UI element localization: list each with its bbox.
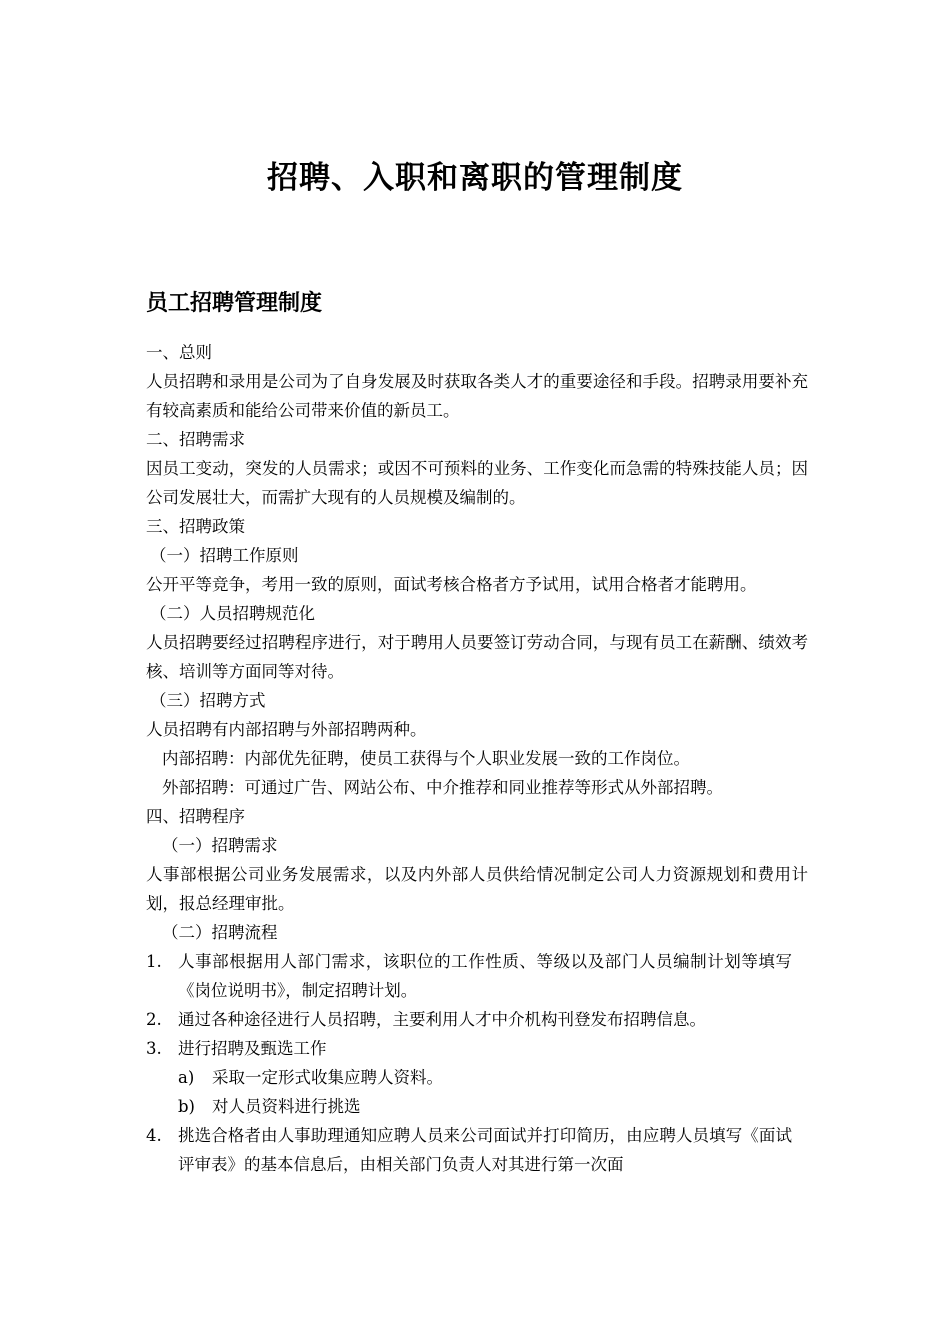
sub-list-letter: b) <box>178 1097 195 1116</box>
section-title: 员工招聘管理制度 <box>146 291 323 316</box>
heading-procedure: 四、招聘程序 <box>146 807 245 826</box>
paragraph-external: 外部招聘：可通过广告、网站公布、中介推荐和同业推荐等形式从外部招聘。 <box>162 778 723 797</box>
list-number: 4. <box>146 1126 162 1145</box>
list-number: 2. <box>146 1010 162 1029</box>
paragraph-general: 人员招聘和录用是公司为了自身发展及时获取各类人才的重要途径和手段。招聘录用要补充有较高素质和能给公司带来价值的新员工。 <box>146 372 808 420</box>
list-item <box>146 947 808 1005</box>
subheading-methods: （三）招聘方式 <box>150 691 266 710</box>
subheading-need: （一）招聘需求 <box>162 836 278 855</box>
paragraph-demand: 因员工变动，突发的人员需求；或因不可预料的业务、工作变化而急需的特殊技能人员；因公司发展壮大，而需扩大现有的人员规模及编制的。 <box>146 459 808 507</box>
document-title: 招聘、入职和离职的管理制度 <box>267 160 683 196</box>
sub-list-letter: a) <box>178 1068 195 1087</box>
subheading-standard: （二）人员招聘规范化 <box>150 604 315 623</box>
heading-policy: 三、招聘政策 <box>146 517 245 536</box>
sub-list-item <box>146 1092 808 1121</box>
list-text: 进行招聘及甄选工作 <box>178 1039 327 1058</box>
paragraph-need: 人事部根据公司业务发展需求，以及内外部人员供给情况制定公司人力资源规划和费用计划，报总经理审批。 <box>146 865 808 913</box>
paragraph-standard: 人员招聘要经过招聘程序进行，对于聘用人员要签订劳动合同，与现有员工在薪酬、绩效考核、培训等方面同等对待。 <box>146 633 808 681</box>
list-item <box>146 1121 808 1179</box>
list-text: 挑选合格者由人事助理通知应聘人员来公司面试并打印简历，由应聘人员填写《面试评审表》的基本信息后，由相关部门负责人对其进行第一次面 <box>178 1126 792 1174</box>
procedure-list-continued <box>146 1121 808 1179</box>
heading-general: 一、总则 <box>146 343 212 362</box>
sub-list-text: 采取一定形式收集应聘人资料。 <box>212 1068 443 1087</box>
paragraph-internal: 内部招聘：内部优先征聘，使员工获得与个人职业发展一致的工作岗位。 <box>162 749 690 768</box>
paragraph-methods: 人员招聘有内部招聘与外部招聘两种。 <box>146 720 427 739</box>
list-number: 1. <box>146 952 162 971</box>
list-text: 通过各种途径进行人员招聘，主要利用人才中介机构刊登发布招聘信息。 <box>178 1010 706 1029</box>
subheading-principle: （一）招聘工作原则 <box>150 546 299 565</box>
heading-demand: 二、招聘需求 <box>146 430 245 449</box>
paragraph-principle: 公开平等竞争，考用一致的原则，面试考核合格者方予试用，试用合格者才能聘用。 <box>146 575 757 594</box>
sub-list-item <box>146 1063 808 1092</box>
list-item <box>146 1005 808 1034</box>
list-item <box>146 1034 808 1063</box>
sub-list-text: 对人员资料进行挑选 <box>212 1097 361 1116</box>
list-number: 3. <box>146 1039 162 1058</box>
document-body <box>146 338 808 1179</box>
subheading-flow: （二）招聘流程 <box>162 923 278 942</box>
procedure-list <box>146 947 808 1063</box>
sub-list <box>146 1063 808 1121</box>
list-text: 人事部根据用人部门需求，该职位的工作性质、等级以及部门人员编制计划等填写《岗位说明书》，制定招聘计划。 <box>178 952 792 1000</box>
